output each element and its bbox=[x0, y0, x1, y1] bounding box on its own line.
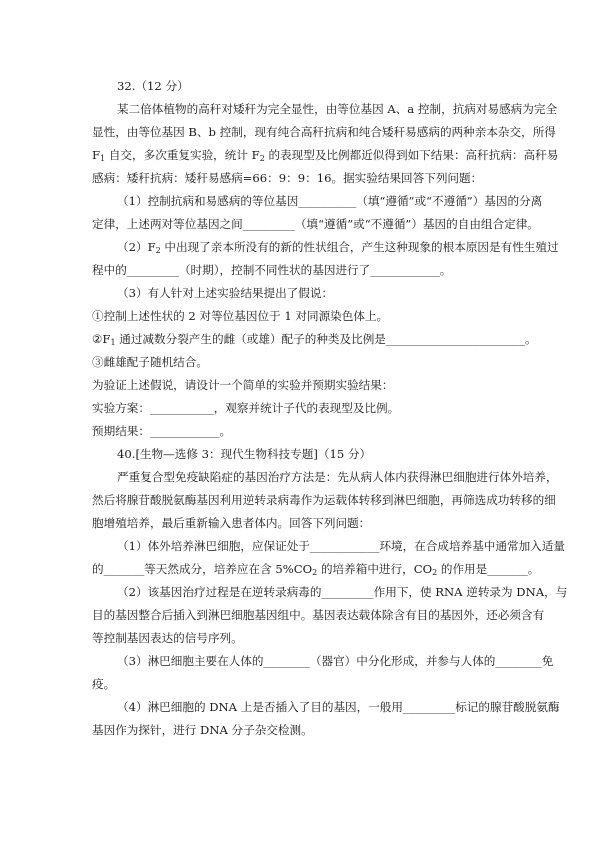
q32-part1-line-2: 定律，上述两对等位基因之间_________（填“遵循”或“不遵循”）基因的自由组合定律。 bbox=[92, 217, 539, 231]
q40-part2-line-1: （2）该基因治疗过程是在逆转录病毒的_________作用下，使 RNA 逆转录为 DNA，与 bbox=[117, 585, 568, 599]
q32-hypothesis-1: ①控制上述性状的 2 对等位基因位于 1 对同源染色体上。 bbox=[92, 309, 389, 323]
q32-part2-line-2: 程中的_________（时期），控制不同性状的基因进行了____________。 bbox=[92, 263, 452, 277]
q40-stem-line-1: 严重复合型免疫缺陷症的基因治疗方法是：先从病人体内获得淋巴细胞进行体外培养， bbox=[117, 470, 558, 484]
q32-stem-line-3: $F_1$ 自交，多次重复实验，统计 $F_2$ 的表现型及比例都近似得到如下结果：高秆抗病：高秆易 bbox=[92, 148, 559, 163]
q40-part3-line-2: 疫。 bbox=[92, 677, 116, 691]
q32-experiment-plan: 实验方案：___________，观察并统计子代的表现型及比例。 bbox=[92, 401, 400, 415]
q40-header: 40.[生物—选修 3：现代生物科技专题]（15 分） bbox=[117, 447, 372, 461]
q40-part1-line-2: 的_______等天然成分，培养应在含 $5\%CO_2$ 的培养箱中进行，$CO_2$ 的作用是_______。 bbox=[92, 562, 540, 577]
q40-stem-line-3: 胞增殖培养，最后重新输入患者体内。回答下列问题： bbox=[92, 516, 371, 530]
q40-part3-line-1: （3）淋巴细胞主要在人体的________（器官）中分化形成，并参与人体的________免 bbox=[117, 654, 554, 668]
q40-part2-line-2: 目的基因整合后插入到淋巴细胞基因组中。基因表达载体除含有目的基因外，还必须含有 bbox=[92, 608, 545, 622]
q32-stem-line-1: 某二倍体植物的高秆对矮秆为完全显性，由等位基因 A、a 控制，抗病对易感病为完全 bbox=[117, 102, 558, 116]
q32-header: 32.（12 分） bbox=[117, 79, 189, 93]
q40-stem-line-2: 然后将腺苷酸脱氨酶基因利用逆转录病毒作为运载体转移到淋巴细胞，再筛选成功转移的细 bbox=[92, 493, 556, 507]
q32-part2-line-1: $(2)F_2$ 中出现了亲本所没有的新的性状组合，产生这种现象的根本原因是有性生殖过 bbox=[117, 240, 559, 255]
q40-part4-line-2: 基因作为探针，进行 DNA 分子杂交检测。 bbox=[92, 723, 313, 737]
q40-part1-line-1: （1）体外培养淋巴细胞，应保证处于____________环境，在合成培养基中通常加入适量 bbox=[117, 539, 565, 553]
q32-stem-line-4: 感病：矮秆抗病：矮秆易感病=66：9：9：16。据实验结果回答下列问题： bbox=[92, 171, 483, 185]
q32-stem-line-2: 显性，由等位基因 B、b 控制，现有纯合高秆抗病和纯合矮秆易感病的两种亲本杂交，所得 bbox=[92, 125, 556, 139]
q32-hypothesis-3: ③雌雄配子随机结合。 bbox=[92, 355, 208, 369]
q32-hypothesis-2: $②F_1$ 通过减数分裂产生的雌（或雄）配子的种类及比例是________________________。 bbox=[92, 332, 537, 347]
q32-part1-line-1: （1）控制抗病和易感病的等位基因__________（填“遵循”或“不遵循”）基因的分离 bbox=[117, 194, 543, 208]
q32-part3-intro: （3）有人针对上述实验结果提出了假说： bbox=[117, 286, 334, 300]
q40-part2-line-3: 等控制基因表达的信号序列。 bbox=[92, 631, 243, 645]
q40-part4-line-1: （4）淋巴细胞的 DNA 上是否插入了目的基因，一般用_________标记的腺苷酸脱氨酶 bbox=[117, 700, 560, 714]
q32-verify-prompt: 为验证上述假说，请设计一个简单的实验并预期实验结果： bbox=[92, 378, 394, 392]
q32-expected-result: 预期结果：____________。 bbox=[92, 424, 232, 438]
